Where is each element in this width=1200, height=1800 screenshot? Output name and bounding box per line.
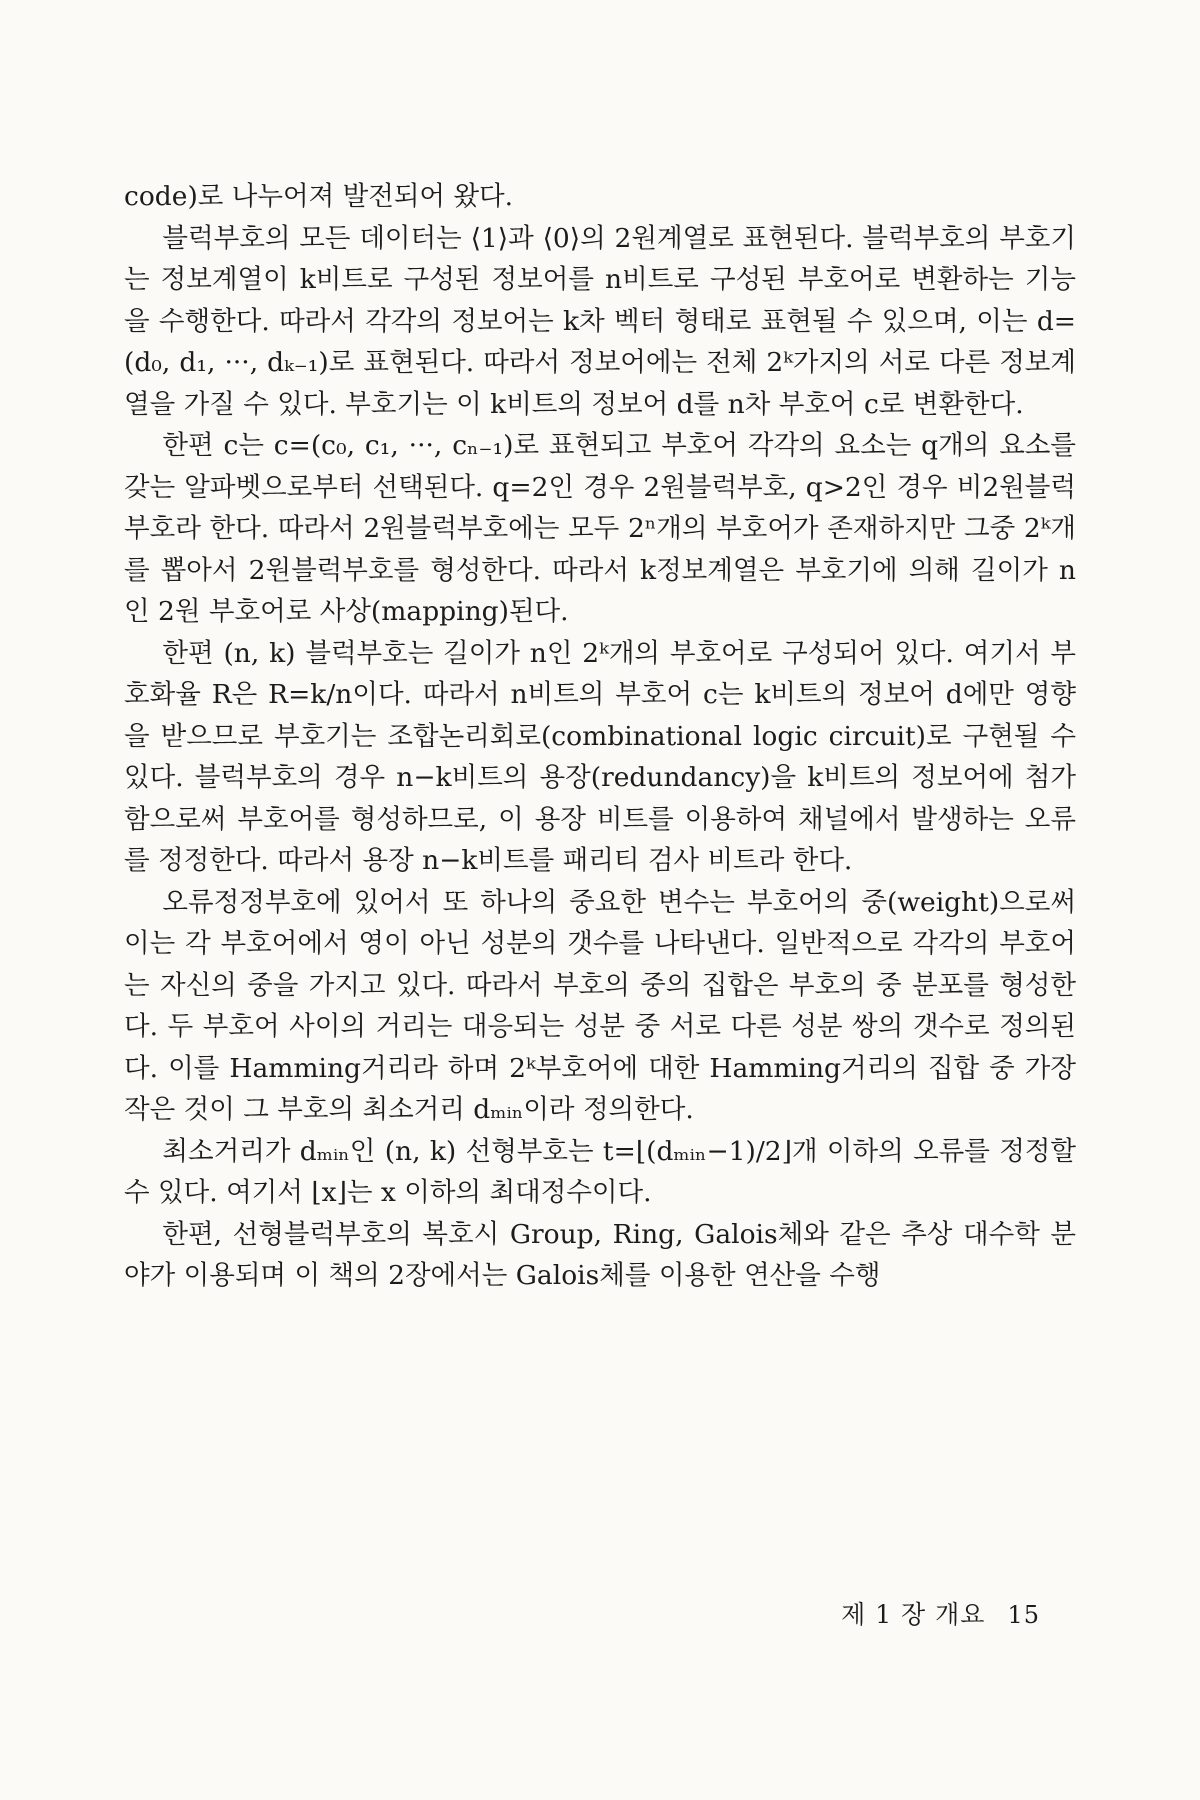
paragraph-4: 한편 (n, k) 블럭부호는 길이가 n인 2ᵏ개의 부호어로 구성되어 있다. 여기서 부호화율 R은 R=k/n이다. 따라서 n비트의 부호어 c는 k비트의 정보어 d에만 영향을 받으므로 부호기는 조합논리회로(combinational logic circuit)로 구현될 수 있다. 블럭부호의 경우 n−k비트의 용장(redundancy)을 k비트의 정보어에 첨가함으로써 부호어를 형성하므로, 이 용장 비트를 이용하여 채널에서 발생하는 오류를 정정한다. 따라서 용장 n−k비트를 패리티 검사 비트라 한다.: [124, 637, 1076, 876]
body-text: [124, 176, 1076, 1297]
paragraph-3: 한편 c는 c=(c₀, c₁, ···, cₙ₋₁)로 표현되고 부호어 각각의 요소는 q개의 요소를 갖는 알파벳으로부터 선택된다. q=2인 경우 2원블럭부호, q>2인 경우 비2원블럭부호라 한다. 따라서 2원블럭부호에는 모두 2ⁿ개의 부호어가 존재하지만 그중 2ᵏ개를 뽑아서 2원블럭부호를 형성한다. 따라서 k정보계열은 부호기에 의해 길이가 n인 2원 부호어로 사상(mapping)된다.: [124, 430, 1076, 627]
page-footer: [841, 1595, 1040, 1631]
paragraph-5: 오류정정부호에 있어서 또 하나의 중요한 변수는 부호어의 중(weight)으로써 이는 각 부호어에서 영이 아닌 성분의 갯수를 나타낸다. 일반적으로 각각의 부호어는 자신의 중을 가지고 있다. 따라서 부호의 중의 집합은 부호의 중 분포를 형성한다. 두 부호어 사이의 거리는 대응되는 성분 중 서로 다른 성분 쌍의 갯수로 정의된다. 이를 Hamming거리라 하며 2ᵏ부호어에 대한 Hamming거리의 집합 중 가장 작은 것이 그 부호의 최소거리 dₘᵢₙ이라 정의한다.: [124, 886, 1076, 1125]
page-number: 15: [1007, 1601, 1040, 1629]
paragraph-2: 블럭부호의 모든 데이터는 ⟨1⟩과 ⟨0⟩의 2원계열로 표현된다. 블럭부호의 부호기는 정보계열이 k비트로 구성된 정보어를 n비트로 구성된 부호어로 변환하는 기능을 수행한다. 따라서 각각의 정보어는 k차 벡터 형태로 표현될 수 있으며, 이는 d=(d₀, d₁, ···, dₖ₋₁)로 표현된다. 따라서 정보어에는 전체 2ᵏ가지의 서로 다른 정보계열을 가질 수 있다. 부호기는 이 k비트의 정보어 d를 n차 부호어 c로 변환한다.: [124, 222, 1076, 420]
paragraph-1: code)로 나누어져 발전되어 왔다.: [124, 181, 514, 212]
paragraph-7: 한편, 선형블럭부호의 복호시 Group, Ring, Galois체와 같은 추상 대수학 분야가 이용되며 이 책의 2장에서는 Galois체를 이용한 연산을 수행: [124, 1218, 1076, 1291]
chapter-title: 제 1 장 개요: [841, 1600, 986, 1629]
paragraph-6: 최소거리가 dₘᵢₙ인 (n, k) 선형부호는 t=⌊(dₘᵢₙ−1)/2⌋개 이하의 오류를 정정할 수 있다. 여기서 ⌊x⌋는 x 이하의 최대정수이다.: [124, 1135, 1076, 1208]
